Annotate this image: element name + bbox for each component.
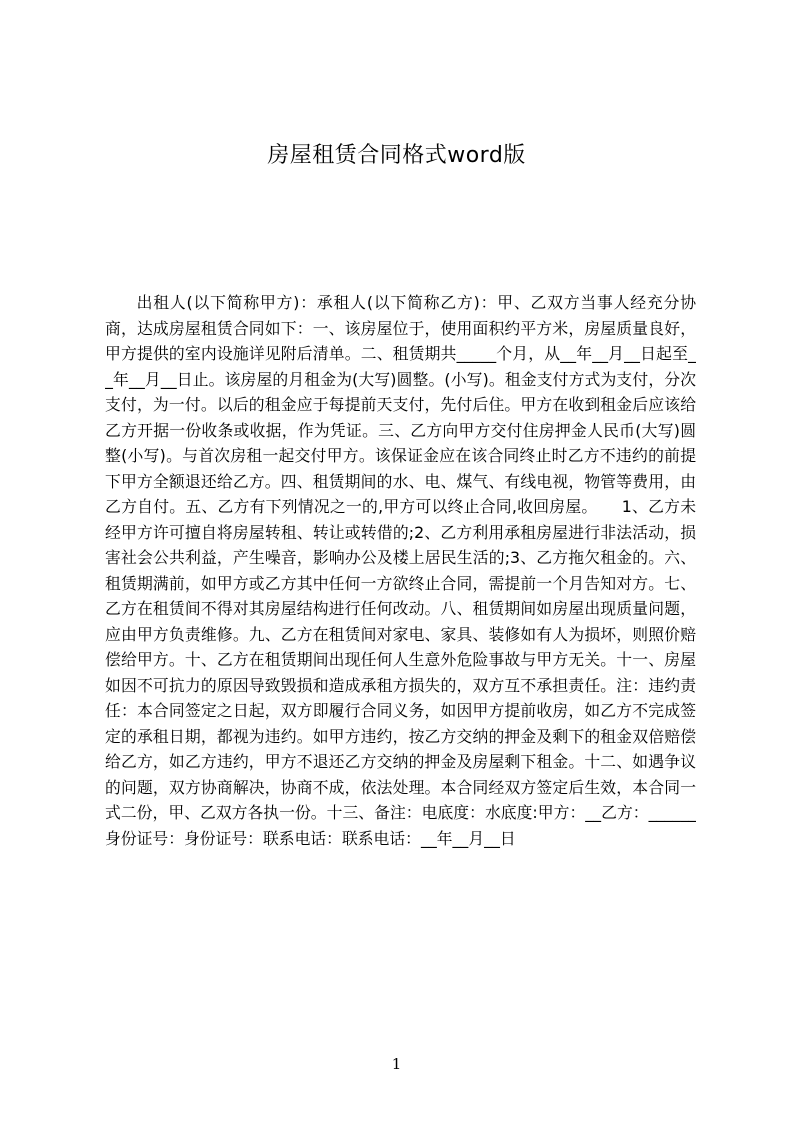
- page-number: 1: [391, 1055, 402, 1073]
- contract-body-paragraph: 出租人(以下简称甲方)：承租人(以下简称乙方)：甲、乙双方当事人经充分协商，达成房屋租赁合同如下：一、该房屋位于，使用面积约平方米，房屋质量良好，甲方提供的室内设施详见附后清单。二、租赁期共_____个月，从__年__月__日起至__年__月__日止。该房屋的月租金为(大写)圆整。(小写)。租金支付方式为支付，分次支付，为一付。以后的租金应于每提前天支付，先付后住。甲方在收到租金后应该给乙方开据一份收条或收据，作为凭证。三、乙方向甲方交付住房押金人民币(大写)圆整(小写)。与首次房租一起交付甲方。该保证金应在该合同终止时乙方不违约的前提下甲方全额退还给乙方。四、租赁期间的水、电、煤气、有线电视，物管等费用，由乙方自付。五、乙方有下列情况之一的,甲方可以终止合同,收回房屋。 1、乙方未经甲方许可擅自将房屋转租、转让或转借的;2、乙方利用承租房屋进行非法活动，损害社会公共利益，产生噪音，影响办公及楼上居民生活的;3、乙方拖欠租金的。六、租赁期满前，如甲方或乙方其中任何一方欲终止合同，需提前一个月告知对方。七、乙方在租赁间不得对其房屋结构进行任何改动。八、租赁期间如房屋出现质量问题，应由甲方负责维修。九、乙方在租赁间对家电、家具、装修如有人为损坏，则照价赔偿给甲方。十、乙方在租赁期间出现任何人生意外危险事故与甲方无关。十一、房屋如因不可抗力的原因导致毁损和造成承租方损失的，双方互不承担责任。注：违约责任：本合同签定之日起，双方即履行合同义务，如因甲方提前收房，如乙方不完成签定的承租日期，都视为违约。如甲方违约，按乙方交纳的押金及剩下的租金双倍赔偿给乙方，如乙方违约，甲方不退还乙方交纳的押金及房屋剩下租金。十二、如遇争议的问题，双方协商解决，协商不成，依法处理。本合同经双方签定后生效，本合同一式二份，甲、乙双方各执一份。十三、备注：电底度：水底度:甲方：__乙方：______身份证号：身份证号：联系电话：联系电话：__年__月__日: [105, 293, 696, 848]
- document-title: 房屋租赁合同格式word版: [267, 143, 526, 168]
